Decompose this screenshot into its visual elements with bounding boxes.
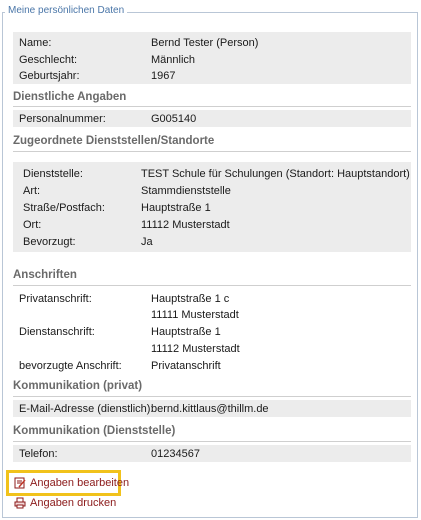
section-anschriften-title: Anschriften [13,269,77,281]
section-divider [13,151,411,152]
section-komm-privat-title: Kommunikation (privat) [13,380,143,392]
office-label: Dienststelle: [23,168,83,180]
panel-title: Meine persönlichen Daten [5,5,127,16]
personnel-number-label: Personalnummer: [19,113,106,125]
name-label: Name: [19,37,52,49]
private-address-street: Hauptstraße 1 c [151,293,230,305]
private-address-city: 11111 Musterstadt [151,309,239,321]
type-label: Art: [23,185,41,197]
gender-label: Geschlecht: [19,54,78,66]
print-data-link[interactable] [14,497,116,509]
edit-icon [14,477,26,489]
private-address-label: Privatanschrift: [19,293,92,305]
preferred-value: Ja [141,236,153,248]
birthyear-value: 1967 [151,70,176,82]
section-divider [13,285,411,286]
street-value: Hauptstraße 1 [141,202,211,214]
street-label: Straße/Postfach: [23,202,105,214]
office-address-label: Dienstanschrift: [19,326,95,338]
preferred-address-value: Privatanschrift [151,360,221,372]
birthyear-label: Geburtsjahr: [19,70,80,82]
gender-value: Männlich [151,54,196,66]
print-data-label: Angaben drucken [30,497,117,509]
komm-dienst-box [13,445,411,462]
email-label: E-Mail-Adresse (dienstlich): [19,403,154,415]
edit-data-label: Angaben bearbeiten [30,477,130,489]
phone-label: Telefon: [19,448,58,460]
office-address-street: Hauptstraße 1 [151,326,221,338]
email-value: bernd.kittlaus@thillm.de [151,403,269,415]
personnel-number-value: G005140 [151,113,197,125]
section-dienststellen-title: Zugeordnete Dienststellen/Standorte [13,135,215,147]
edit-data-link[interactable] [14,477,129,489]
city-label: Ort: [23,219,42,231]
personal-data-panel [2,12,418,518]
section-dienstlich-title: Dienstliche Angaben [13,91,127,103]
city-value: 11112 Musterstadt [141,219,230,231]
section-divider [13,441,411,442]
preferred-address-label: bevorzugte Anschrift: [19,360,122,372]
name-value: Bernd Tester (Person) [151,37,259,49]
type-value: Stammdienststelle [141,185,231,197]
office-address-city: 11112 Musterstadt [151,343,240,355]
section-komm-dienst-title: Kommunikation (Dienststelle) [13,425,176,437]
printer-icon [14,497,26,509]
phone-value: 01234567 [151,448,200,460]
preferred-label: Bevorzugt: [23,236,76,248]
office-value: TEST Schule für Schulungen (Standort: Hauptstandort) [141,168,410,180]
section-divider [13,396,411,397]
section-divider [13,106,411,107]
